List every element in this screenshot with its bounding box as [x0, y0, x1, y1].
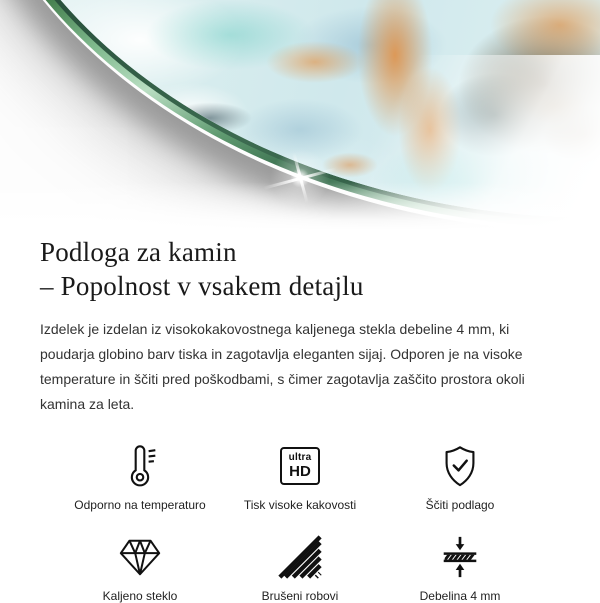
- thermometer-icon: [117, 441, 163, 491]
- thickness-icon: [437, 532, 483, 582]
- product-info-section: [0, 230, 600, 603]
- brushed-edges-icon: [277, 532, 323, 582]
- feature-tempered-glass: [60, 532, 220, 603]
- feature-label: Brušeni robovi: [262, 589, 339, 603]
- page-title: [40, 235, 560, 303]
- feature-label: Ščiti podlago: [426, 498, 495, 512]
- features-grid: [60, 441, 540, 603]
- ultra-hd-badge-text-top: ultra: [289, 453, 312, 463]
- feature-print-quality: [220, 441, 380, 512]
- feature-polished-edges: [220, 532, 380, 603]
- shield-check-icon: [437, 441, 483, 491]
- diamond-icon: [117, 532, 163, 582]
- feature-thickness: [380, 532, 540, 603]
- product-description: Izdelek je izdelan iz visokokakovostnega kaljenega stekla debeline 4 mm, ki poudarja globino barv tiska in zagotavlja eleganten sijaj. Odporen je na visoke temperature in ščiti pred poškodbami, s čimer zagotavlja zaščito prostora okoli kamina za leta.: [40, 317, 560, 417]
- feature-temperature-resistant: [60, 441, 220, 512]
- ultra-hd-badge-text-bottom: HD: [289, 464, 311, 479]
- feature-label: Debelina 4 mm: [420, 589, 501, 603]
- product-image: [0, 0, 600, 230]
- ultra-hd-badge: [280, 447, 320, 485]
- feature-label: Tisk visoke kakovosti: [244, 498, 356, 512]
- ultra-hd-icon: [280, 441, 320, 491]
- title-line-2: – Popolnost v vsakem detajlu: [40, 271, 364, 301]
- title-line-1: Podloga za kamin: [40, 237, 237, 267]
- feature-protects-surface: [380, 441, 540, 512]
- feature-label: Odporno na temperaturo: [74, 498, 205, 512]
- feature-label: Kaljeno steklo: [103, 589, 178, 603]
